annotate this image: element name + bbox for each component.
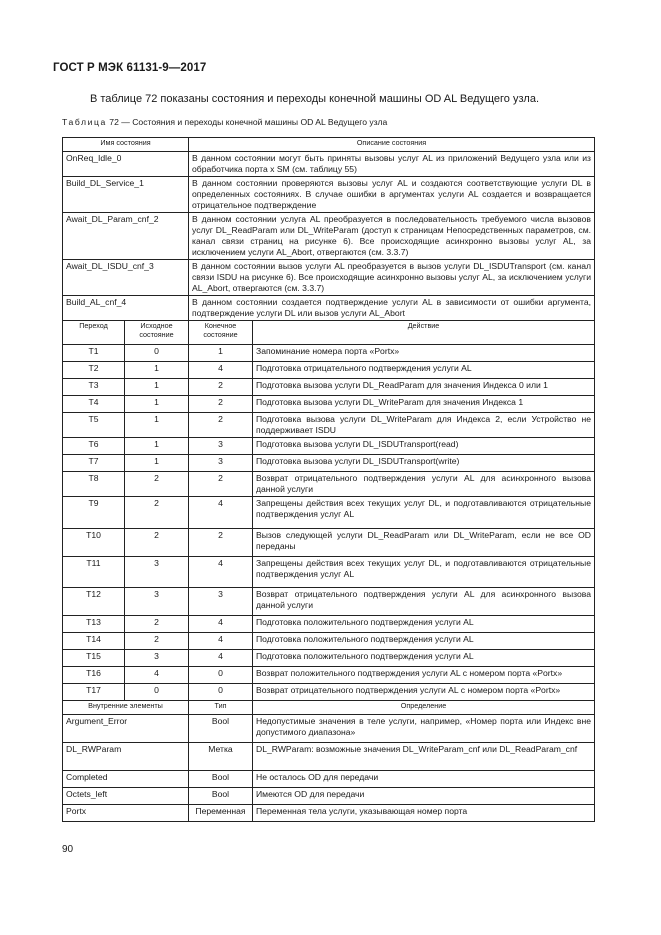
table-caption (62, 117, 387, 127)
state-description: В данном состоянии услуга AL преобразуется в последовательность требуемого числа вызовов услуг DL_ReadParam или DL_WriteParam (доступ к страницам Непосредственных параметров, см. канал связи страниц на рисунке 6). Все происходящие асинхронно вызовы услуг AL, за исключением услуги AL_Abort, отвергаются (см. 3.3.7) (189, 213, 595, 260)
transition-row (63, 667, 595, 684)
transition-source: 2 (125, 616, 189, 633)
transition-row (63, 650, 595, 667)
transition-target: 1 (189, 345, 253, 362)
internal-type: Bool (189, 788, 253, 805)
transition-row (63, 633, 595, 650)
transition-id: T5 (63, 413, 125, 438)
state-row (63, 260, 595, 296)
transition-action: Возврат положительного подтверждения услуги AL с номером порта «Portx» (253, 667, 595, 684)
transition-id: T9 (63, 497, 125, 529)
internals-header-type: Тип (189, 701, 253, 715)
transition-source: 4 (125, 667, 189, 684)
internal-row (63, 743, 595, 771)
state-description: В данном состоянии могут быть приняты вызовы услуг AL из приложений Ведущего узла или из обработчика порта х SM (см. таблицу 55) (189, 152, 595, 177)
transition-id: T14 (63, 633, 125, 650)
states-header-desc: Описание состояния (189, 138, 595, 152)
transition-source: 1 (125, 362, 189, 379)
document-header: ГОСТ Р МЭК 61131-9—2017 (53, 62, 207, 74)
caption-label: Таблица (62, 117, 107, 127)
internal-type: Bool (189, 715, 253, 743)
transition-action: Подготовка вызова услуги DL_ISDUTransport(read) (253, 438, 595, 455)
transition-action: Подготовка отрицательного подтверждения услуги AL (253, 362, 595, 379)
transition-row (63, 588, 595, 616)
transition-target: 2 (189, 396, 253, 413)
transition-row (63, 497, 595, 529)
internal-row (63, 715, 595, 743)
internal-type: Переменная (189, 805, 253, 822)
transition-source: 2 (125, 472, 189, 497)
internal-type: Bool (189, 771, 253, 788)
transition-row (63, 616, 595, 633)
states-header-row (63, 138, 595, 152)
transition-source: 0 (125, 684, 189, 701)
state-row (63, 177, 595, 213)
caption-text: 72 — Состояния и переходы конечной машины OD AL Ведущего узла (106, 117, 388, 127)
transition-target: 2 (189, 413, 253, 438)
internal-definition: Недопустимые значения в теле услуги, например, «Номер порта или Индекс вне допустимого диапазона» (253, 715, 595, 743)
transition-id: T17 (63, 684, 125, 701)
transition-action: Возврат отрицательного подтверждения услуги AL для асинхронного вызова данной услуги (253, 472, 595, 497)
transition-target: 2 (189, 379, 253, 396)
transition-row (63, 472, 595, 497)
transition-source: 3 (125, 650, 189, 667)
state-description: В данном состоянии вызов услуги AL преобразуется в вызов услуги DL_ISDUTransport (см. канал связи ISDU на рисунке 6). Все происходящие асинхронно вызовы услуг AL, за исключением услуги AL_Abort, отвергаются (см. 3.3.7) (189, 260, 595, 296)
internal-definition: Имеются OD для передачи (253, 788, 595, 805)
transition-target: 0 (189, 667, 253, 684)
transition-target: 2 (189, 529, 253, 557)
transition-action: Подготовка вызова услуги DL_ReadParam для значения Индекса 0 или 1 (253, 379, 595, 396)
transition-target: 4 (189, 557, 253, 588)
transition-id: T1 (63, 345, 125, 362)
transition-source: 1 (125, 413, 189, 438)
transition-action: Запрещены действия всех текущих услуг DL, и подготавливаются отрицательные подтверждения услуг AL (253, 497, 595, 529)
transition-id: T3 (63, 379, 125, 396)
transition-source: 1 (125, 438, 189, 455)
transition-action: Подготовка положительного подтверждения услуги AL (253, 616, 595, 633)
state-name: Await_DL_Param_cnf_2 (63, 213, 189, 260)
transition-row (63, 684, 595, 701)
transition-action: Подготовка положительного подтверждения услуги AL (253, 633, 595, 650)
internal-row (63, 788, 595, 805)
transition-target: 4 (189, 616, 253, 633)
transition-id: T2 (63, 362, 125, 379)
state-description: В данном состоянии проверяются вызовы услуг AL и создаются соответствующие услуги DL в определенных состояниях. В случае ошибки в аргументах услуги AL создается и возвращается отрицательное подтверждение (189, 177, 595, 213)
transition-target: 4 (189, 497, 253, 529)
transitions-header-3: Действие (253, 321, 595, 345)
state-row (63, 296, 595, 321)
internals-header-row (63, 701, 595, 715)
transition-target: 4 (189, 362, 253, 379)
transitions-header-0: Переход (63, 321, 125, 345)
internal-row (63, 771, 595, 788)
transition-row (63, 557, 595, 588)
transition-action: Вызов следующей услуги DL_ReadParam или DL_WriteParam, если не все OD переданы (253, 529, 595, 557)
transition-source: 3 (125, 588, 189, 616)
transition-row (63, 396, 595, 413)
internal-definition: DL_RWParam: возможные значения DL_WriteParam_cnf или DL_ReadParam_cnf (253, 743, 595, 771)
internal-definition: Не осталось OD для передачи (253, 771, 595, 788)
transition-source: 0 (125, 345, 189, 362)
transitions-header-1: Исходное состояние (125, 321, 189, 345)
state-name: OnReq_Idle_0 (63, 152, 189, 177)
transition-row (63, 438, 595, 455)
transition-target: 3 (189, 438, 253, 455)
transition-id: T7 (63, 455, 125, 472)
transition-row (63, 413, 595, 438)
transition-id: T12 (63, 588, 125, 616)
transition-row (63, 379, 595, 396)
internal-name: Portx (63, 805, 189, 822)
transition-id: T16 (63, 667, 125, 684)
transition-target: 4 (189, 650, 253, 667)
transition-action: Подготовка вызова услуги DL_ISDUTransport(write) (253, 455, 595, 472)
transition-id: T10 (63, 529, 125, 557)
transition-source: 3 (125, 557, 189, 588)
transition-action: Возврат отрицательного подтверждения услуги AL с номером порта «Portx» (253, 684, 595, 701)
transition-source: 1 (125, 455, 189, 472)
transition-action: Запрещены действия всех текущих услуг DL, и подготавливаются отрицательные подтверждения услуг AL (253, 557, 595, 588)
state-name: Build_DL_Service_1 (63, 177, 189, 213)
transition-target: 0 (189, 684, 253, 701)
state-row (63, 152, 595, 177)
state-machine-table (62, 137, 595, 822)
transition-id: T6 (63, 438, 125, 455)
transition-action: Подготовка вызова услуги DL_WriteParam для Индекса 2, если Устройство не поддерживает ISDU (253, 413, 595, 438)
transition-source: 1 (125, 396, 189, 413)
transition-id: T11 (63, 557, 125, 588)
internal-type: Метка (189, 743, 253, 771)
transition-row (63, 455, 595, 472)
transition-target: 3 (189, 588, 253, 616)
internals-header-def: Определение (253, 701, 595, 715)
transition-id: T15 (63, 650, 125, 667)
transition-row (63, 345, 595, 362)
transition-action: Возврат отрицательного подтверждения услуги AL для асинхронного вызова данной услуги (253, 588, 595, 616)
state-row (63, 213, 595, 260)
transition-action: Запоминание номера порта «Portx» (253, 345, 595, 362)
transition-target: 4 (189, 633, 253, 650)
internal-row (63, 805, 595, 822)
transition-source: 1 (125, 379, 189, 396)
transitions-header-row (63, 321, 595, 345)
state-description: В данном состоянии создается подтверждение услуги AL в зависимости от ошибки аргумента, подтверждение услуги DL или вызов услуги AL_Abort (189, 296, 595, 321)
transition-source: 2 (125, 497, 189, 529)
transition-row (63, 362, 595, 379)
transition-id: T8 (63, 472, 125, 497)
transition-action: Подготовка вызова услуги DL_WriteParam для значения Индекса 1 (253, 396, 595, 413)
transition-target: 3 (189, 455, 253, 472)
transition-source: 2 (125, 529, 189, 557)
intro-paragraph: В таблице 72 показаны состояния и переходы конечной машины OD AL Ведущего узла. (90, 93, 539, 105)
transition-source: 2 (125, 633, 189, 650)
internal-name: Completed (63, 771, 189, 788)
internal-name: Octets_left (63, 788, 189, 805)
states-header-name: Имя состояния (63, 138, 189, 152)
internal-name: DL_RWParam (63, 743, 189, 771)
internal-name: Argument_Error (63, 715, 189, 743)
internals-header-name: Внутренние элементы (63, 701, 189, 715)
transition-id: T13 (63, 616, 125, 633)
transition-id: T4 (63, 396, 125, 413)
transition-target: 2 (189, 472, 253, 497)
internal-definition: Переменная тела услуги, указывающая номер порта (253, 805, 595, 822)
transition-row (63, 529, 595, 557)
state-name: Build_AL_cnf_4 (63, 296, 189, 321)
page-number: 90 (62, 844, 74, 855)
transitions-header-2: Конечное состояние (189, 321, 253, 345)
transition-action: Подготовка положительного подтверждения услуги AL (253, 650, 595, 667)
state-name: Await_DL_ISDU_cnf_3 (63, 260, 189, 296)
